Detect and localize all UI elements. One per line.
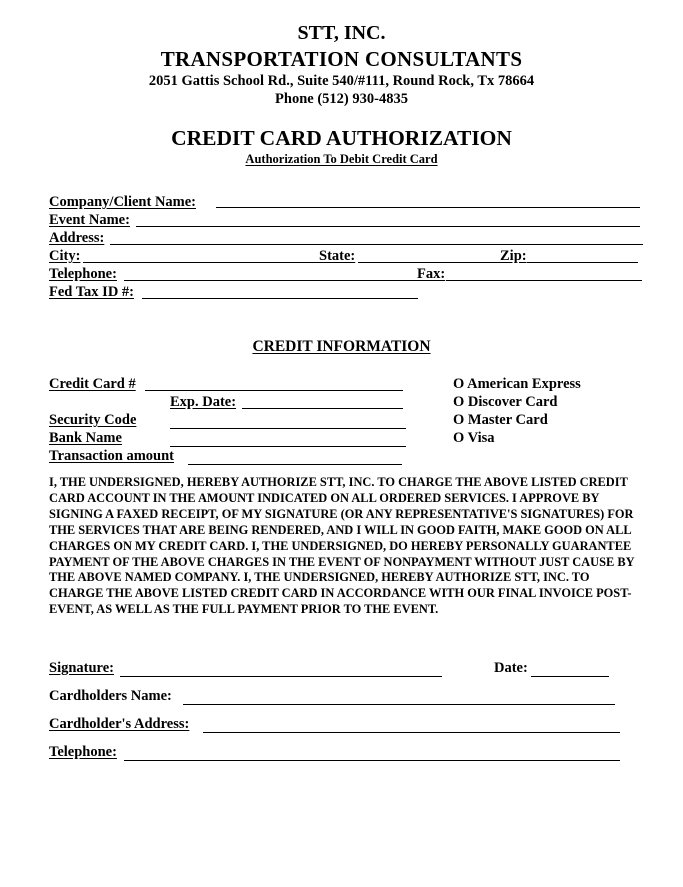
cardholder-address-field[interactable]	[203, 732, 620, 733]
security-code-field[interactable]	[170, 428, 406, 429]
signature-label: Signature:	[49, 660, 114, 676]
event-name-label: Event Name:	[49, 212, 130, 228]
address-label: Address:	[49, 230, 105, 246]
security-code-label: Security Code	[49, 412, 137, 428]
cardholder-telephone-field[interactable]	[124, 760, 620, 761]
cardholders-name-field[interactable]	[183, 704, 615, 705]
state-label: State:	[319, 248, 356, 264]
company-client-name-label: Company/Client Name:	[49, 194, 197, 210]
signature-field[interactable]	[120, 676, 442, 677]
date-label: Date:	[494, 660, 528, 676]
cardholder-address-label: Cardholder's Address:	[49, 716, 190, 732]
city-label: City:	[49, 248, 81, 264]
credit-information-heading: CREDIT INFORMATION	[252, 338, 431, 355]
form-subtitle: Authorization To Debit Credit Card	[245, 152, 438, 166]
address-field[interactable]	[110, 244, 643, 245]
card-option-american-express[interactable]: O American Express	[453, 376, 581, 392]
zip-label: Zip:	[500, 248, 527, 264]
company-subtitle: TRANSPORTATION CONSULTANTS	[160, 47, 523, 71]
fed-tax-id-label: Fed Tax ID #:	[49, 284, 135, 300]
fax-field[interactable]	[446, 280, 642, 281]
city-field[interactable]	[83, 262, 319, 263]
card-option-discover[interactable]: O Discover Card	[453, 394, 558, 410]
transaction-amount-field[interactable]	[188, 464, 402, 465]
transaction-amount-label: Transaction amount	[49, 448, 175, 464]
state-field[interactable]	[358, 262, 500, 263]
telephone-label: Telephone:	[49, 266, 117, 282]
credit-card-label: Credit Card #	[49, 376, 136, 392]
zip-field[interactable]	[527, 262, 638, 263]
form-title: CREDIT CARD AUTHORIZATION	[171, 126, 512, 150]
exp-date-field[interactable]	[242, 408, 403, 409]
cardholder-telephone-label: Telephone:	[49, 744, 117, 760]
bank-name-field[interactable]	[170, 446, 406, 447]
fax-label: Fax:	[417, 266, 446, 282]
company-client-name-field[interactable]	[216, 207, 640, 208]
company-name: STT, INC.	[297, 22, 386, 44]
cardholders-name-label: Cardholders Name:	[49, 688, 172, 704]
credit-card-field[interactable]	[145, 390, 403, 391]
company-phone: Phone (512) 930-4835	[275, 91, 408, 107]
date-field[interactable]	[531, 676, 609, 677]
event-name-field[interactable]	[136, 226, 640, 227]
telephone-field[interactable]	[124, 280, 417, 281]
card-option-visa[interactable]: O Visa	[453, 430, 495, 446]
bank-name-label: Bank Name	[49, 430, 122, 446]
card-option-master-card[interactable]: O Master Card	[453, 412, 548, 428]
authorization-text: I, THE UNDERSIGNED, HEREBY AUTHORIZE STT, INC. TO CHARGE THE ABOVE LISTED CREDIT CARD ACCOUNT IN THE AMOUNT INDICATED ON ALL ORDERED SERVICES. I APPROVE BY SIGNING A FAXED RECEIPT, OF MY SIGNATURE (OR ANY REPRESENTATIVE'S SIGNATURES) FOR THE SERVICES THAT ARE BEING RENDERED, AND I WILL IN GOOD FAITH, MAKE GOOD ON ALL CHARGES ON MY CREDIT CARD. I, THE UNDERSIGNED, DO HEREBY PERSONALLY GUARANTEE PAYMENT OF THE ABOVE CHARGES IN THE EVENT OF NONPAYMENT WITHOUT JUST CAUSE BY THE ABOVE NAMED COMPANY. I, THE UNDERSIGNED, HEREBY AUTHORIZE STT, INC. TO CHARGE THE ABOVE LISTED CREDIT CARD IN ACCORDANCE WITH OUR FINAL INVOICE POST-EVENT, AS WELL AS THE FULL PAYMENT PRIOR TO THE EVENT.	[49, 475, 635, 617]
exp-date-label: Exp. Date:	[170, 394, 237, 410]
fed-tax-id-field[interactable]	[142, 298, 418, 299]
company-address: 2051 Gattis School Rd., Suite 540/#111, Round Rock, Tx 78664	[148, 73, 535, 89]
